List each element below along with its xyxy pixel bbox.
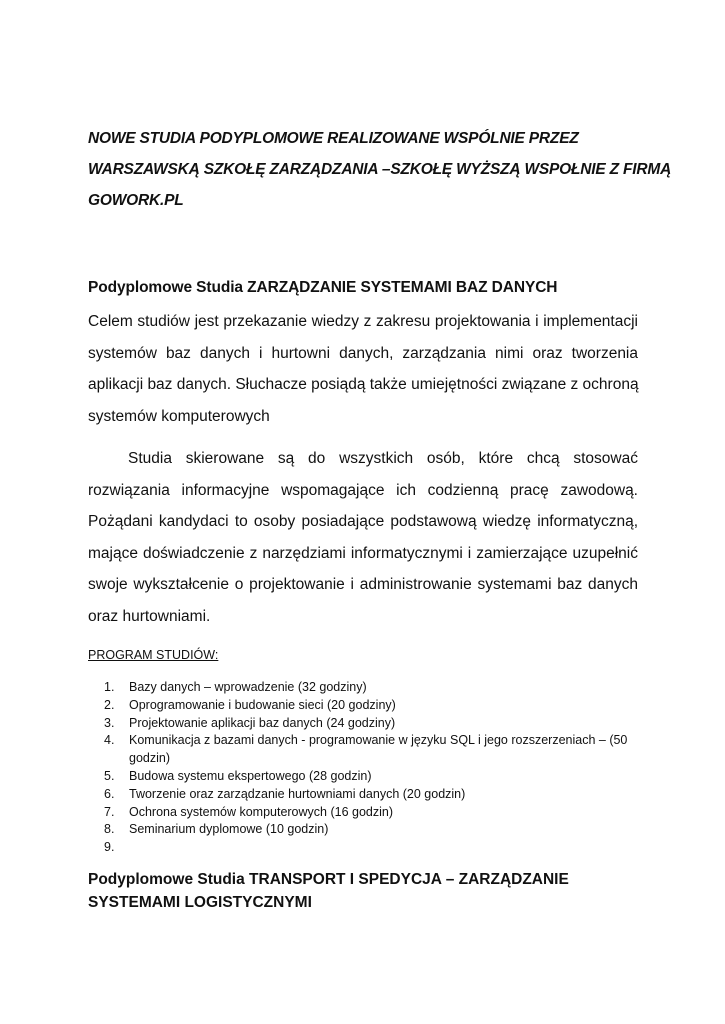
- list-item-number: 6.: [104, 786, 115, 801]
- list-item-number: 4.: [104, 733, 115, 748]
- paragraph-line: rozwiązania informacyjne wspomagające ich codzienną pracę zawodową.: [88, 481, 638, 499]
- paragraph-line: aplikacji baz danych. Słuchacze posiądą także umiejętności związane z ochroną: [88, 376, 639, 393]
- paragraph-line: Pożądani kandydaci to osoby posiadające podstawową wiedzę informatyczną,: [88, 513, 638, 530]
- list-item: [104, 715, 644, 733]
- list-item-text: Budowa systemu ekspertowego (28 godzin): [129, 768, 372, 783]
- list-item-text: Komunikacja z bazami danych - programowanie w języku SQL i jego rozszerzeniach – (50 godzin): [129, 733, 628, 766]
- paragraph-line: Celem studiów jest przekazanie wiedzy z zakresu projektowania i implementacji: [88, 313, 638, 330]
- list-item-number: 2.: [104, 697, 115, 712]
- list-item-text: Oprogramowanie i budowanie sieci (20 godziny): [129, 697, 396, 712]
- list-item: [104, 821, 644, 839]
- list-item-number: 7.: [104, 804, 115, 819]
- list-item: [104, 679, 644, 697]
- section-1-title: Podyplomowe Studia ZARZĄDZANIE SYSTEMAMI BAZ DANYCH: [88, 279, 558, 296]
- paragraph-line: swoje wykształcenie o projektowanie i administrowanie systemami baz danych: [88, 576, 638, 593]
- document-heading: [88, 123, 672, 216]
- paragraph-line: systemów komputerowych: [88, 407, 270, 425]
- paragraph-line: oraz hurtowniami.: [88, 607, 211, 625]
- section-1-paragraph-1: [88, 306, 638, 432]
- list-item-text: Bazy danych – wprowadzenie (32 godziny): [129, 680, 367, 694]
- list-item: [104, 804, 644, 822]
- program-label: PROGRAM STUDIÓW:: [88, 648, 219, 662]
- paragraph-line: systemów baz danych i hurtowni danych, zarządzania nimi oraz tworzenia: [88, 344, 638, 362]
- heading-line-2: WARSZAWSKĄ SZKOŁĘ ZARZĄDZANIA –SZKOŁĘ WYŻSZĄ WSPOŁNIE Z FIRMĄ: [88, 161, 672, 178]
- program-list: [104, 679, 644, 855]
- list-item: [104, 697, 644, 715]
- list-item-text: Seminarium dyplomowe (10 godzin): [129, 822, 329, 837]
- heading-line-1: NOWE STUDIA PODYPLOMOWE REALIZOWANE WSPÓLNIE PRZEZ: [88, 130, 579, 147]
- list-item-number: 8.: [104, 822, 115, 837]
- paragraph-line: mające doświadczenie z narzędziami informatycznymi i zamierzające uzupełnić: [88, 544, 638, 562]
- list-item-number: 1.: [104, 680, 115, 694]
- list-item-number: 3.: [104, 715, 115, 730]
- list-item-number: 5.: [104, 768, 115, 783]
- list-item: [104, 786, 644, 804]
- list-item: [104, 768, 644, 786]
- paragraph-line: Studia skierowane są do wszystkich osób, które chcą stosować: [128, 450, 638, 467]
- list-item-number: 9.: [104, 840, 115, 855]
- list-item-text: Ochrona systemów komputerowych (16 godzin): [129, 804, 394, 819]
- heading-line-3: GOWORK.PL: [88, 192, 184, 209]
- section-1-paragraph-2: [88, 443, 638, 632]
- list-item-text: Projektowanie aplikacji baz danych (24 godziny): [129, 715, 396, 730]
- list-item-text: Tworzenie oraz zarządzanie hurtowniami danych (20 godzin): [129, 786, 466, 801]
- list-item: [104, 732, 644, 768]
- section-2-title: Podyplomowe Studia TRANSPORT I SPEDYCJA – ZARZĄDZANIE SYSTEMAMI LOGISTYCZNYMI: [88, 871, 569, 911]
